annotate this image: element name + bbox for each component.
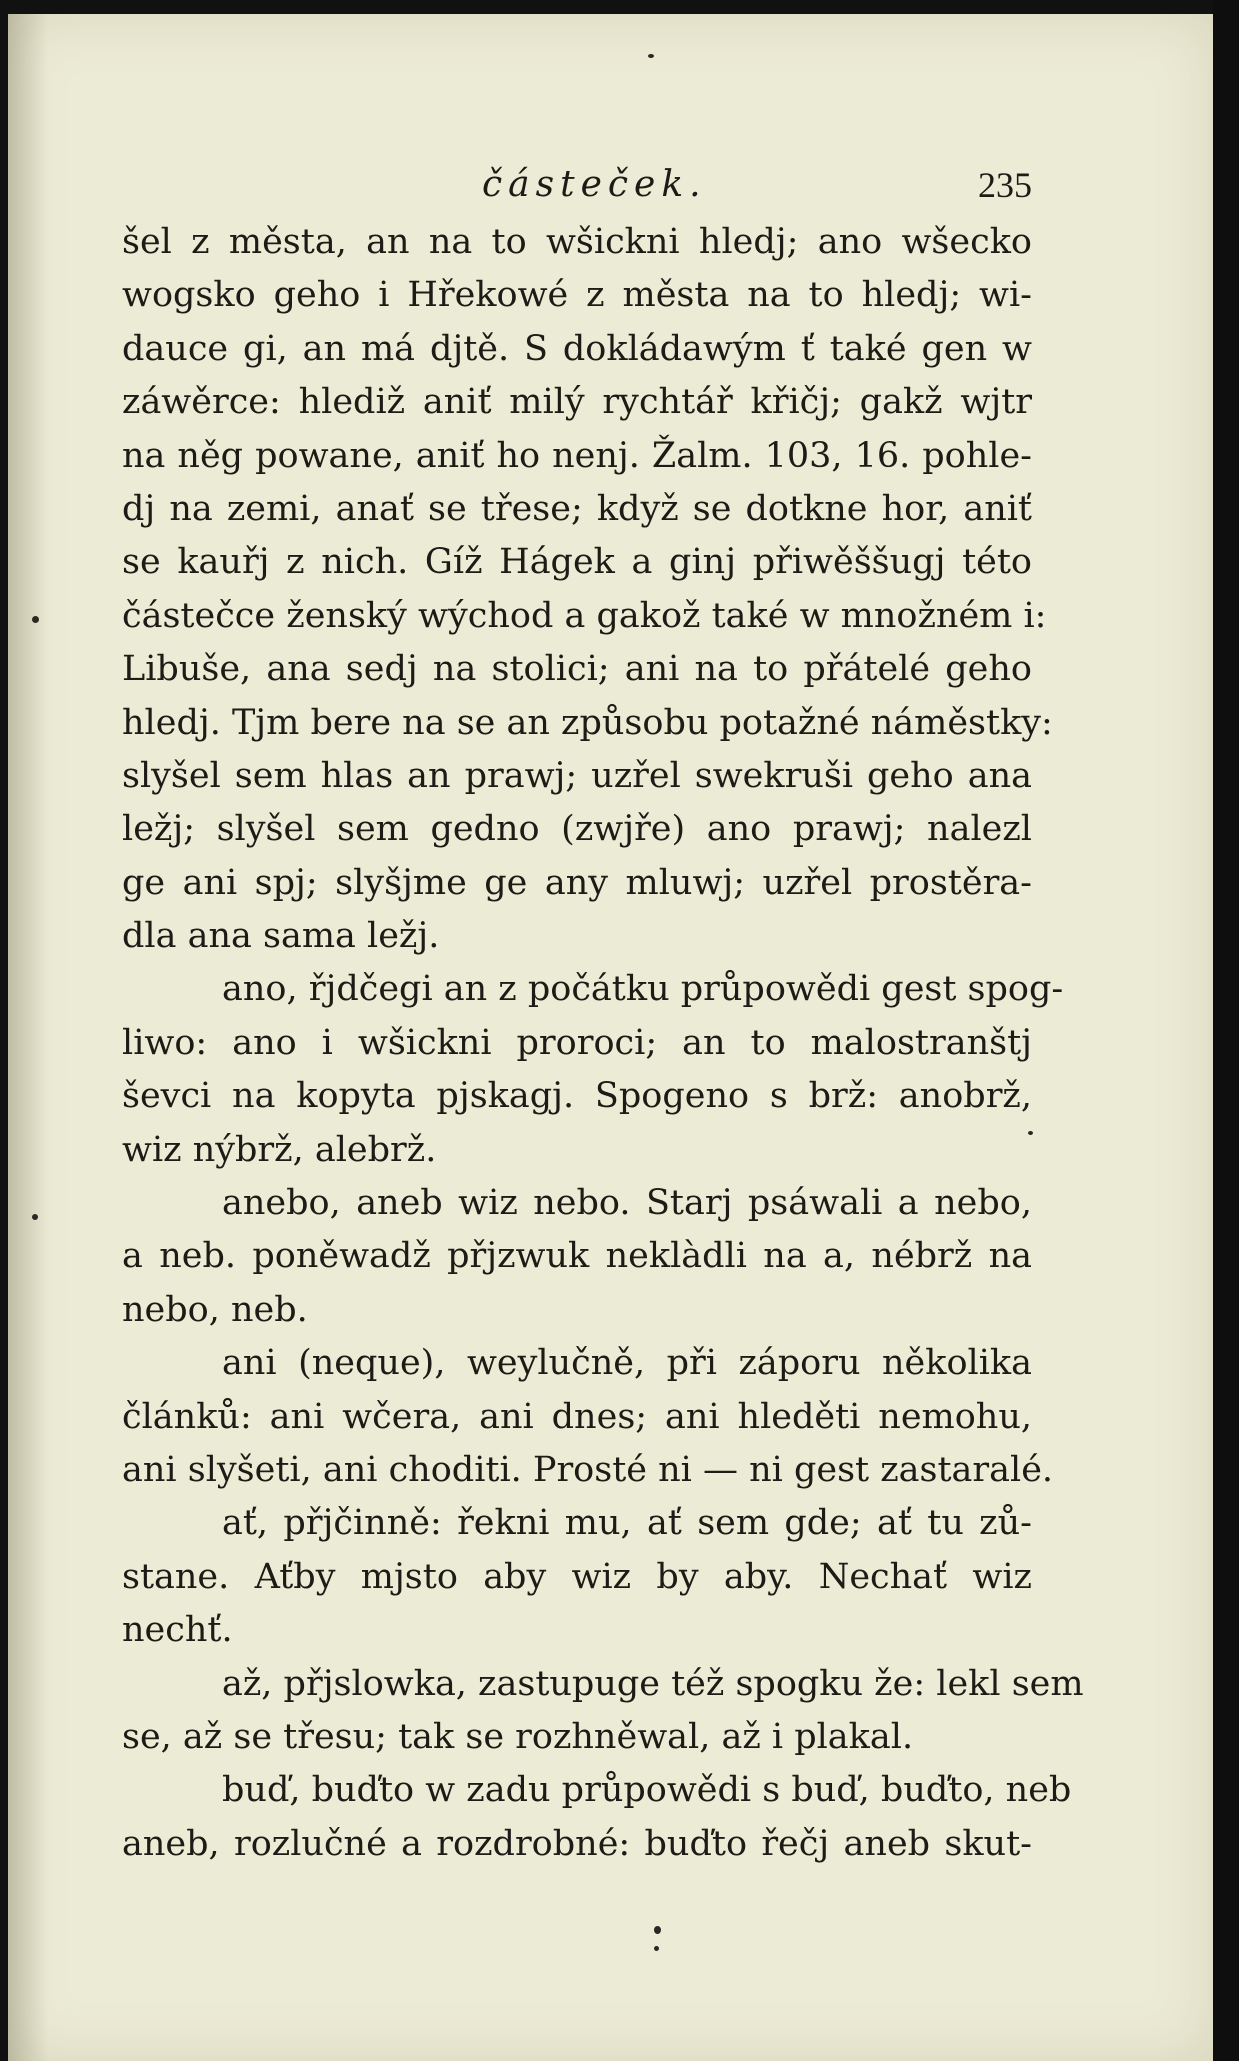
text-line: slyšel sem hlas an prawj; uzřel swekruši geho ana xyxy=(122,755,1032,796)
speck xyxy=(32,1214,38,1220)
text-line: ano, řjdčegi an z počátku průpowědi gest spog- xyxy=(222,969,1064,1010)
running-title: částeček. xyxy=(482,164,707,205)
text-line: dj na zemi, anať se třese; když se dotkne hor, aniť xyxy=(122,488,1032,529)
text-line: wiz nýbrž, alebrž. xyxy=(122,1129,437,1170)
text-line: liwo: ano i wšickni proroci; an to malostranštj xyxy=(122,1022,1032,1063)
scan-right-edge xyxy=(1213,0,1239,2061)
text-line: článků: ani wčera, ani dnes; ani hleděti nemohu, xyxy=(122,1396,1032,1437)
text-line: buď, buďto w zadu průpowědi s buď, buďto, neb xyxy=(222,1770,1072,1811)
text-line: anebo, aneb wiz nebo. Starj psáwali a nebo, xyxy=(222,1183,1032,1224)
text-line: až, přjslowka, zastupuge též spogku že: lekl sem xyxy=(222,1663,1084,1704)
page-text xyxy=(122,160,1084,1871)
text-line: na něg powane, aniť ho nenj. Žalm. 103, 16. pohle- xyxy=(122,435,1032,476)
text-line: dla ana sama ležj. xyxy=(122,916,440,957)
text-line: se, až se třesu; tak se rozhněwal, až i plakal. xyxy=(122,1716,914,1757)
text-line: dauce gi, an má djtě. S dokládawým ť také gen w xyxy=(122,328,1032,369)
page-number: 235 xyxy=(978,165,1032,205)
text-lines xyxy=(122,216,1084,1871)
speck xyxy=(648,54,654,58)
text-line: hledj. Tjm bere na se an způsobu potažné náměstky: xyxy=(122,702,1053,743)
text-line: ať, přjčinně: řekni mu, ať sem gde; ať tu zů- xyxy=(222,1503,1032,1544)
text-line: a neb. poněwadž přjzwuk neklàdli na a, nébrž na xyxy=(122,1236,1032,1277)
speck xyxy=(32,616,39,623)
text-line: ševci na kopyta pjskagj. Spogeno s brž: anobrž, xyxy=(122,1076,1032,1117)
text-line: nechť. xyxy=(122,1610,233,1651)
text-line: ani (neque), weylučně, při záporu několika xyxy=(222,1343,1032,1384)
speck xyxy=(654,1926,661,1934)
text-line: se kauřj z nich. Gíž Hágek a ginj přiwěššugj této xyxy=(122,542,1032,583)
text-line: nebo, neb. xyxy=(122,1289,308,1330)
page-header xyxy=(122,160,1032,216)
text-line: ge ani spj; slyšjme ge any mluwj; uzřel prostěra- xyxy=(122,862,1032,903)
text-line: ani slyšeti, ani choditi. Prosté ni — ni gest zastaralé. xyxy=(122,1449,1054,1490)
text-line: aneb, rozlučné a rozdrobné: buďto řečj aneb skut- xyxy=(122,1823,1032,1864)
text-line: Libuše, ana sedj na stolici; ani na to přátelé geho xyxy=(122,649,1032,690)
text-line: stane. Aťby mjsto aby wiz by aby. Nechať wiz xyxy=(122,1556,1032,1597)
text-line: ležj; slyšel sem gedno (zwjře) ano prawj; nalezl xyxy=(122,809,1032,850)
text-line: šel z města, an na to wšickni hledj; ano wšecko xyxy=(122,222,1032,262)
speck xyxy=(654,1946,659,1951)
text-line: wogsko geho i Hřekowé z města na to hledj; wi- xyxy=(122,275,1032,316)
text-line: záwěrce: hlediž aniť milý rychtář křičj; gakž wjtr xyxy=(122,382,1032,423)
text-line: částečce ženský wýchod a gakož také w množném i: xyxy=(122,595,1047,636)
